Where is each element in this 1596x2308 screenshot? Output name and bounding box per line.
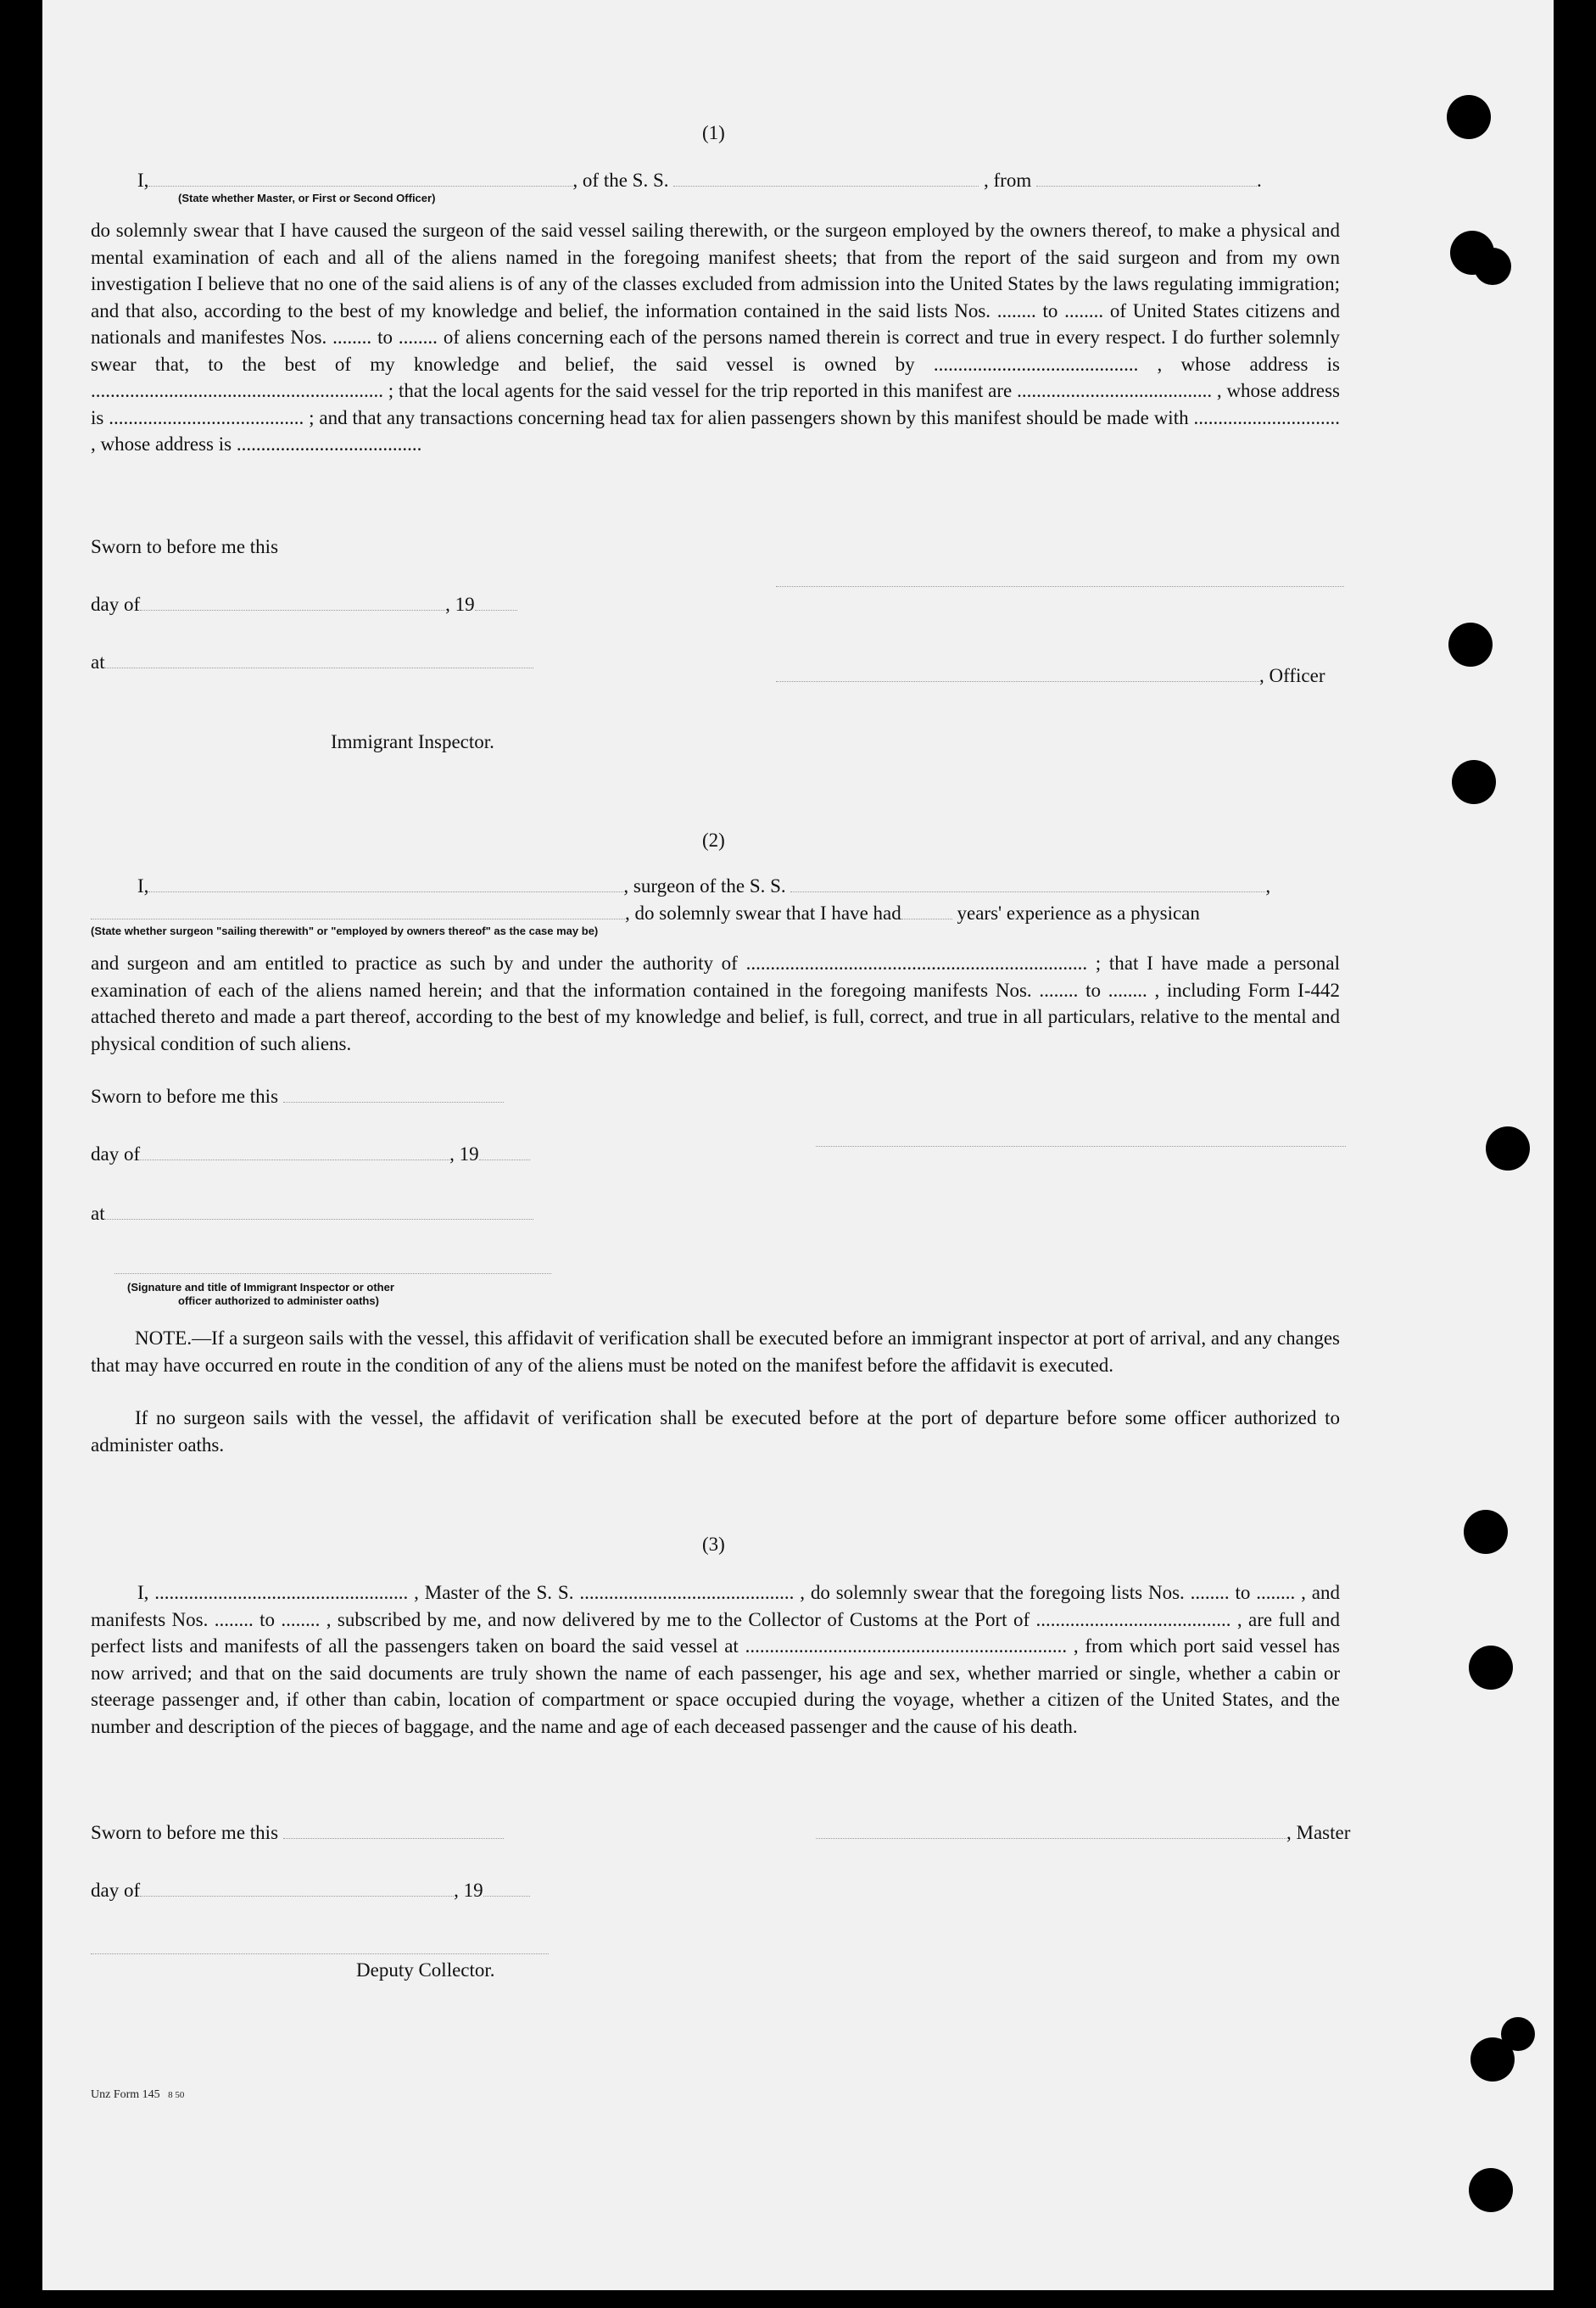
s2-surgeon-note: (State whether surgeon "sailing therewith" or "employed by owners thereof" as the case may be) bbox=[91, 925, 599, 937]
section-2-heading: (2) bbox=[702, 830, 725, 851]
s2-sworn: Sworn to before me this bbox=[91, 1086, 279, 1107]
s2-swear-line bbox=[91, 903, 1200, 925]
s3-signer-title: Deputy Collector. bbox=[356, 1959, 495, 1981]
s1-vessel-field[interactable] bbox=[673, 170, 979, 187]
s3-year: , 19 bbox=[454, 1880, 483, 1901]
s2-day-of: day of bbox=[91, 1143, 141, 1165]
s1-year: , 19 bbox=[445, 594, 475, 615]
s2-sworn-line bbox=[91, 1086, 504, 1108]
section-3-heading: (3) bbox=[702, 1534, 725, 1555]
s1-officer-note: (State whether Master, or First or Second Officer) bbox=[178, 192, 436, 204]
s3-day-of: day of bbox=[91, 1880, 141, 1901]
s1-sworn: Sworn to before me this bbox=[91, 536, 279, 557]
s1-day-of: day of bbox=[91, 594, 141, 615]
section-1-heading: (1) bbox=[702, 122, 725, 143]
s1-at-field[interactable] bbox=[105, 652, 533, 668]
s2-years-field[interactable] bbox=[901, 903, 952, 919]
s1-officer-field[interactable] bbox=[776, 666, 1259, 682]
binder-hole bbox=[1452, 760, 1496, 804]
s3-year-field[interactable] bbox=[483, 1880, 530, 1897]
s2-at-field[interactable] bbox=[105, 1204, 533, 1220]
s3-day-of-line bbox=[91, 1880, 530, 1902]
s2-surgeon-line bbox=[137, 875, 1270, 897]
s1-at: at bbox=[91, 651, 105, 673]
s2-body: and surgeon and am entitled to practice as such by and under the authority of ...................................................................... ; that I have made a personal examination of each of the aliens named herein; and that the information contained in the foregoing manifests Nos. ........ to ........ , including Form I-442 attached thereto and made a part thereof, according to the best of my knowledge and belief, is full, correct, and true in all particulars, relative to the mental and physical condition of such aliens. bbox=[91, 953, 1340, 1054]
form-number bbox=[91, 2088, 184, 2102]
s1-year-field[interactable] bbox=[475, 595, 517, 611]
s2-sig-note-1: (Signature and title of Immigrant Inspector or other bbox=[127, 1281, 394, 1294]
s2-pronoun: I, bbox=[137, 875, 149, 897]
s1-day-field[interactable] bbox=[140, 595, 445, 611]
s1-end: . bbox=[1256, 170, 1262, 191]
s1-officer: , Officer bbox=[1259, 665, 1325, 686]
binder-hole bbox=[1464, 1510, 1508, 1554]
s1-name-field[interactable] bbox=[148, 170, 572, 187]
s1-body: do solemnly swear that I have caused the surgeon of the said vessel sailing therewith, or the surgeon employed by the owners thereof, to make a physical and mental examination of each and all of the aliens named in the foregoing manifest sheets; that from the report of the said surgeon and from my own investigation I believe that no one of the said aliens is of any of the classes excluded from admission into the United States by the laws regulating immigration; and that also, according to the best of my knowledge and belief, the information contained in the said lists Nos. ........ to ........ of United States citizens and nationals and manifestes Nos. ........ to ........ of aliens concerning each of the persons named therein is correct and true in every respect. I do further solemnly swear that, to the best of my knowledge and belief, the said vessel is owned by .......................................... , whose address is ............................................................ ; that the local agents for the said vessel for the trip reported in this manifest are ........................................ , whose address is ........................................ ; and that any transactions concerning head tax for alien passengers shown by this manifest should be made with .............................. , whose address is ...................................... bbox=[91, 220, 1340, 455]
s2-day-of-line bbox=[91, 1143, 530, 1165]
s1-officer-line bbox=[776, 665, 1325, 687]
s1-pronoun: I, bbox=[137, 170, 149, 191]
s2-day-field[interactable] bbox=[140, 1144, 449, 1160]
s2-sworn-field[interactable] bbox=[283, 1087, 504, 1103]
s2-sig-note-2: officer authorized to administer oaths) bbox=[178, 1294, 379, 1307]
s1-sworn-field[interactable] bbox=[776, 585, 1344, 587]
s3-day-field[interactable] bbox=[140, 1880, 454, 1897]
s2-note1: NOTE.—If a surgeon sails with the vessel, this affidavit of verification shall be executed before an immigrant inspector at port of arrival, and any changes that may have occurred en route in the condition of any of the aliens must be noted on the manifest before the affidavit is executed. bbox=[91, 1327, 1340, 1376]
s2-type-field[interactable] bbox=[91, 903, 625, 919]
s3-master-line bbox=[816, 1822, 1350, 1844]
s2-name-field[interactable] bbox=[148, 876, 623, 892]
s2-note2: If no surgeon sails with the vessel, the affidavit of verification shall be executed before at the port of departure before some officer authorized to administer oaths. bbox=[91, 1407, 1340, 1456]
s3-sworn: Sworn to before me this bbox=[91, 1822, 279, 1843]
s3-master-field[interactable] bbox=[816, 1823, 1286, 1839]
s2-inspector-sig-field[interactable] bbox=[114, 1272, 551, 1274]
s2-signature-field[interactable] bbox=[816, 1145, 1346, 1147]
s1-from-label: , from bbox=[984, 170, 1032, 191]
s3-sworn-line bbox=[91, 1822, 504, 1844]
s3-collector-sig-field[interactable] bbox=[91, 1953, 549, 1954]
s2-years: years' experience as a physican bbox=[957, 903, 1200, 924]
s3-master: , Master bbox=[1286, 1822, 1351, 1843]
s1-at-line bbox=[91, 651, 533, 673]
form-date-code: 8 50 bbox=[168, 2090, 185, 2100]
form-page bbox=[42, 0, 1554, 2290]
binder-hole bbox=[1486, 1126, 1530, 1171]
s2-at: at bbox=[91, 1203, 105, 1224]
s3-body: I, .................................................... , Master of the S. S. ............................................ , do solemnly swear that the foregoing lists Nos. ........ to ........ , and manifests Nos. ........ to ........ , subscribed by me, and now delivered by me to the Collector of Customs at the Port of ........................................ , are full and perfect lists and manifests of all the passengers taken on board the said vessel at .................................................................. , from which port said vessel has now arrived; and that on the said documents are truly shown the name of each passenger, his age and sex, whether married or single, whether a cabin or steerage passenger and, if other than cabin, location of compartment or space occupied during the voyage, whether a citizen of the United States, and the number and description of the pieces of baggage, and the name and age of each deceased passenger and the cause of his death. bbox=[91, 1582, 1340, 1737]
s2-end: , bbox=[1265, 875, 1271, 897]
binder-hole bbox=[1469, 2168, 1513, 2212]
s2-year-field[interactable] bbox=[479, 1144, 530, 1160]
s1-day-of-line bbox=[91, 594, 517, 616]
s2-vessel-field[interactable] bbox=[790, 876, 1265, 892]
binder-hole bbox=[1474, 248, 1511, 285]
binder-hole bbox=[1448, 623, 1493, 667]
s2-at-line bbox=[91, 1203, 533, 1225]
s1-from-field[interactable] bbox=[1036, 170, 1257, 187]
s2-year: , 19 bbox=[449, 1143, 479, 1165]
s2-surgeon-label: , surgeon of the S. S. bbox=[623, 875, 786, 897]
s1-signer-title: Immigrant Inspector. bbox=[331, 731, 494, 752]
binder-hole bbox=[1469, 1646, 1513, 1690]
form-number-text: Unz Form 145 bbox=[91, 2088, 160, 2101]
s2-swear: , do solemnly swear that I have had bbox=[625, 903, 901, 924]
s1-master-line bbox=[137, 170, 1262, 192]
binder-hole bbox=[1447, 95, 1491, 139]
binder-hole bbox=[1501, 2017, 1535, 2051]
s3-sworn-field[interactable] bbox=[283, 1823, 504, 1839]
s1-vessel-label: , of the S. S. bbox=[572, 170, 669, 191]
